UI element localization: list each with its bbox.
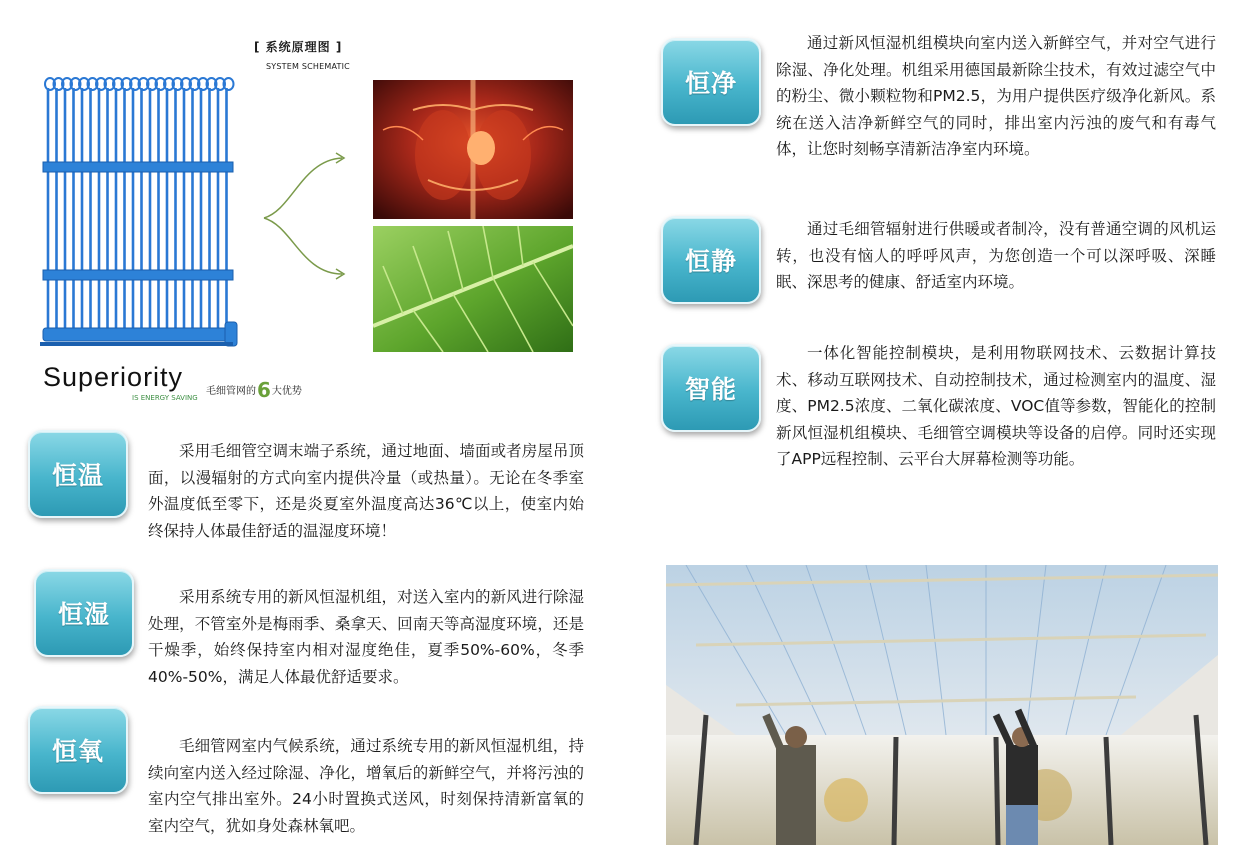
paragraph-constant-quiet: 通过毛细管辐射进行供暖或者制冷，没有普通空调的风机运转，也没有恼人的呼呼风声，为您创造一个可以深呼吸、深睡眠、深思考的健康、舒适室内环境。	[776, 220, 1216, 291]
paragraph-constant-temperature: 采用毛细管空调末端子系统，通过地面、墙面或者房屋吊顶面，以漫辐射的方式向室内提供冷量（或热量）。无论在冬季室外温度低至零下，还是炎夏室外温度高达36℃以上，使室内始终保持人体最佳舒适的温湿度环境！	[148, 442, 584, 540]
badge-constant-humidity: 恒湿	[34, 569, 134, 657]
schematic-subtitle: SYSTEM SCHEMATIC	[266, 62, 350, 71]
badge-constant-temperature: 恒温	[28, 430, 128, 518]
badge-smart: 智能	[661, 344, 761, 432]
paragraph-constant-humidity: 采用系统专用的新风恒湿机组，对送入室内的新风进行除湿处理，不管室外是梅雨季、桑拿天、回南天等高湿度环境，还是干燥季，始终保持室内相对湿度绝佳，夏季50%-60%，冬季40%-50%，满足人体最优舒适要求。	[148, 588, 584, 686]
paragraph-constant-clean: 通过新风恒湿机组模块向室内送入新鲜空气，并对空气进行除湿、净化处理。机组采用德国最新除尘技术，有效过滤空气中的粉尘、微小颗粒物和PM2.5，为用户提供医疗级净化新风。系统在送入洁净新鲜空气的同时，排出室内污浊的废气和有毒气体，让您时刻畅享清新洁净室内环境。	[776, 34, 1216, 158]
badge-constant-quiet: 恒静	[661, 216, 761, 304]
green-leaf-photo	[373, 226, 573, 352]
paragraph-smart: 一体化智能控制模块，是利用物联网技术、云数据计算技术、移动互联网技术、自动控制技术，通过检测室内的温度、湿度、PM2.5浓度、二氧化碳浓度、VOC值等参数，智能化的控制新风恒湿机组模块、毛细管空调模块等设备的启停。同时还实现了APP远程控制、云平台大屏幕检测等功能。	[776, 344, 1216, 468]
human-anatomy-photo	[373, 80, 573, 219]
superiority-title: Superiority	[43, 362, 184, 392]
ceiling-installation-photo	[666, 565, 1218, 845]
capillary-mat-illustration	[40, 72, 240, 357]
schematic-title: [ 系统原理图 ]	[254, 40, 343, 54]
superiority-subtitle-en: IS ENERGY SAVING	[132, 394, 198, 402]
branch-arrows	[262, 150, 352, 280]
paragraph-constant-oxygen: 毛细管网室内气候系统，通过系统专用的新风恒湿机组，持续向室内送入经过除湿、净化，增氧后的新鲜空气，并将污浊的室内空气排出室外。24小时置换式送风，时刻保持清新富氧的室内空气，犹如身处森林氧吧。	[148, 737, 584, 835]
badge-constant-oxygen: 恒氧	[28, 706, 128, 794]
superiority-subtitle-cn: 毛细管网的6大优势	[206, 378, 302, 402]
badge-constant-clean: 恒净	[661, 38, 761, 126]
